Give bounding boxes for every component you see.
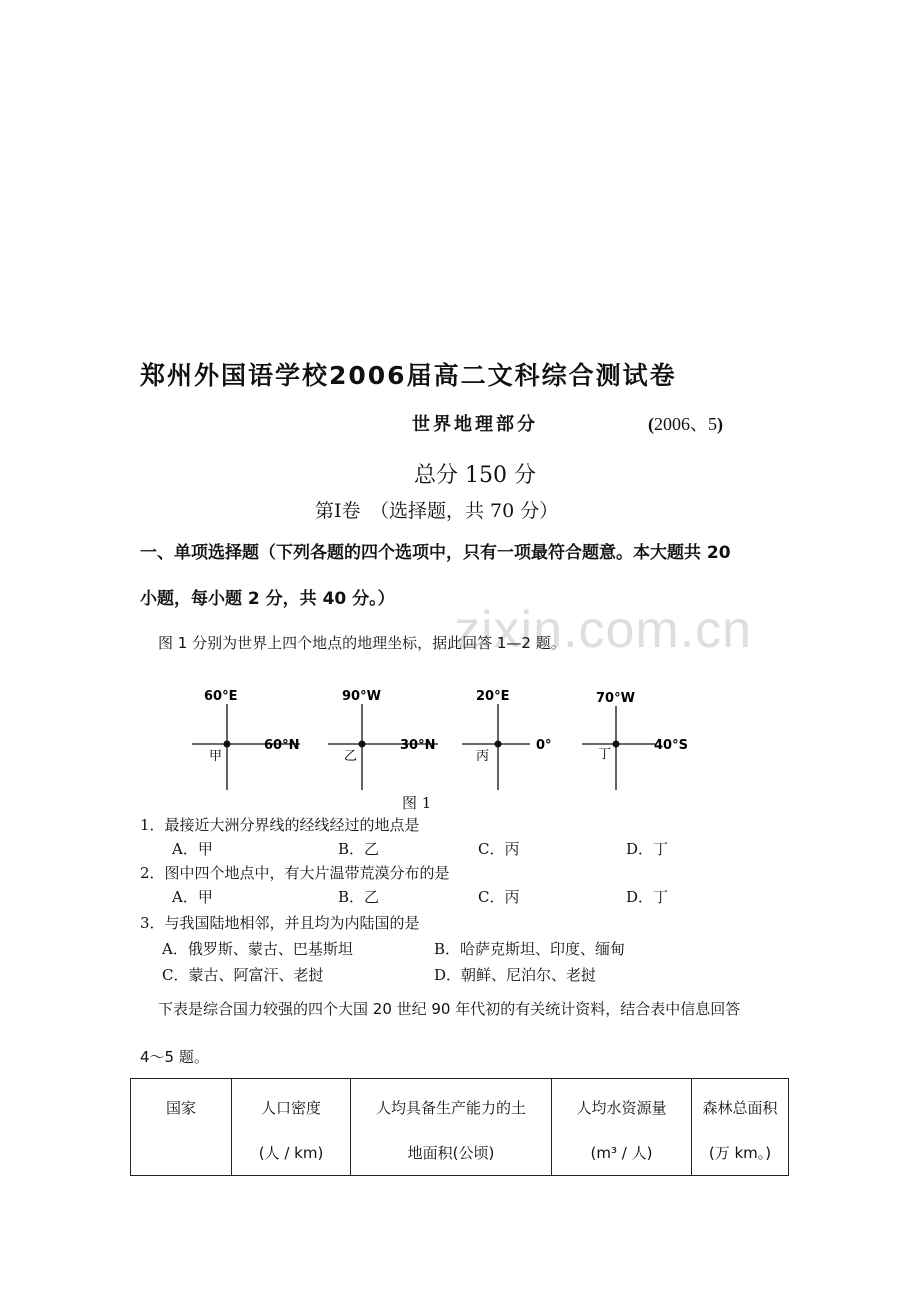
point-1-lat: 60°N [264, 738, 300, 753]
question-3-option-a: A．俄罗斯、蒙古、巴基斯坦 [162, 940, 353, 958]
exam-title: 郑州外国语学校2006届高二文科综合测试卷 [140, 361, 677, 390]
watermark: zixin.com.cn [454, 601, 753, 659]
point-3-lat: 0° [536, 738, 552, 753]
question-1-option-a: A．甲 [172, 840, 213, 858]
point-2-lon: 90°W [342, 689, 381, 704]
question-3-option-b: B．哈萨克斯坦、印度、缅甸 [434, 940, 626, 958]
volume-heading: 第Ⅰ卷 （选择题，共 70 分） [315, 500, 559, 522]
question-3-option-c: C．蒙古、阿富汗、老挝 [162, 966, 324, 984]
table-header-forest: 森林总面积 (万 km。) [692, 1079, 789, 1176]
point-1-lon: 60°E [204, 689, 238, 704]
question-1-stem: 1．最接近大洲分界线的经线经过的地点是 [140, 816, 420, 834]
point-2-name: 乙 [344, 749, 358, 764]
table-header-row [131, 1079, 789, 1176]
table-header-land: 人均具备生产能力的土 地面积(公顷) [351, 1079, 552, 1176]
coordinate-cross-2 [328, 689, 438, 790]
section-heading-line1: 一、单项选择题（下列各题的四个选项中，只有一项最符合题意。本大题共 20 [140, 543, 731, 563]
table-intro-line1: 下表是综合国力较强的四个大国 20 世纪 90 年代初的有关统计资料，结合表中信息回答 [158, 1000, 741, 1018]
exam-date: (2006、5) [648, 414, 723, 434]
question-1-option-d: D．丁 [626, 840, 669, 858]
point-4-lat: 40°S [654, 738, 688, 753]
question-2-option-c: C．丙 [478, 888, 520, 906]
question-2-option-b: B．乙 [338, 888, 380, 906]
question-1-option-b: B．乙 [338, 840, 380, 858]
point-2-lat: 30°N [400, 738, 436, 753]
coordinate-cross-3 [462, 689, 552, 790]
question-3-stem: 3．与我国陆地相邻，并且均为内陆国的是 [140, 914, 420, 932]
question-2-option-d: D．丁 [626, 888, 669, 906]
table-header-water: 人均水资源量 (m³ / 人) [552, 1079, 692, 1176]
coordinate-figure [180, 678, 720, 794]
point-4-name: 丁 [598, 747, 612, 762]
coordinate-cross-1 [192, 689, 300, 790]
point-3-name: 丙 [476, 749, 490, 764]
question-2-stem: 2．图中四个地点中，有大片温带荒漠分布的是 [140, 864, 450, 882]
table-header-density: 人口密度 (人 / km) [232, 1079, 351, 1176]
question-1-option-c: C．丙 [478, 840, 520, 858]
statistics-table [130, 1078, 789, 1176]
total-score: 总分 150 分 [414, 463, 536, 488]
section-heading-line2: 小题，每小题 2 分，共 40 分。） [140, 589, 395, 609]
question-2-option-a: A．甲 [172, 888, 213, 906]
exam-subtitle: 世界地理部分 [412, 414, 538, 435]
table-header-country: 国家 [131, 1079, 232, 1176]
point-1-name: 甲 [209, 749, 223, 764]
point-4-lon: 70°W [596, 691, 635, 706]
coordinate-cross-4 [582, 691, 688, 790]
figure-caption: 图 1 [402, 794, 432, 812]
point-3-lon: 20°E [476, 689, 510, 704]
question-3-option-d: D．朝鲜、尼泊尔、老挝 [434, 966, 597, 984]
table-intro-line2: 4～5 题。 [140, 1048, 209, 1066]
figure-intro: 图 1 分别为世界上四个地点的地理坐标，据此回答 1—2 题。 [158, 634, 566, 652]
